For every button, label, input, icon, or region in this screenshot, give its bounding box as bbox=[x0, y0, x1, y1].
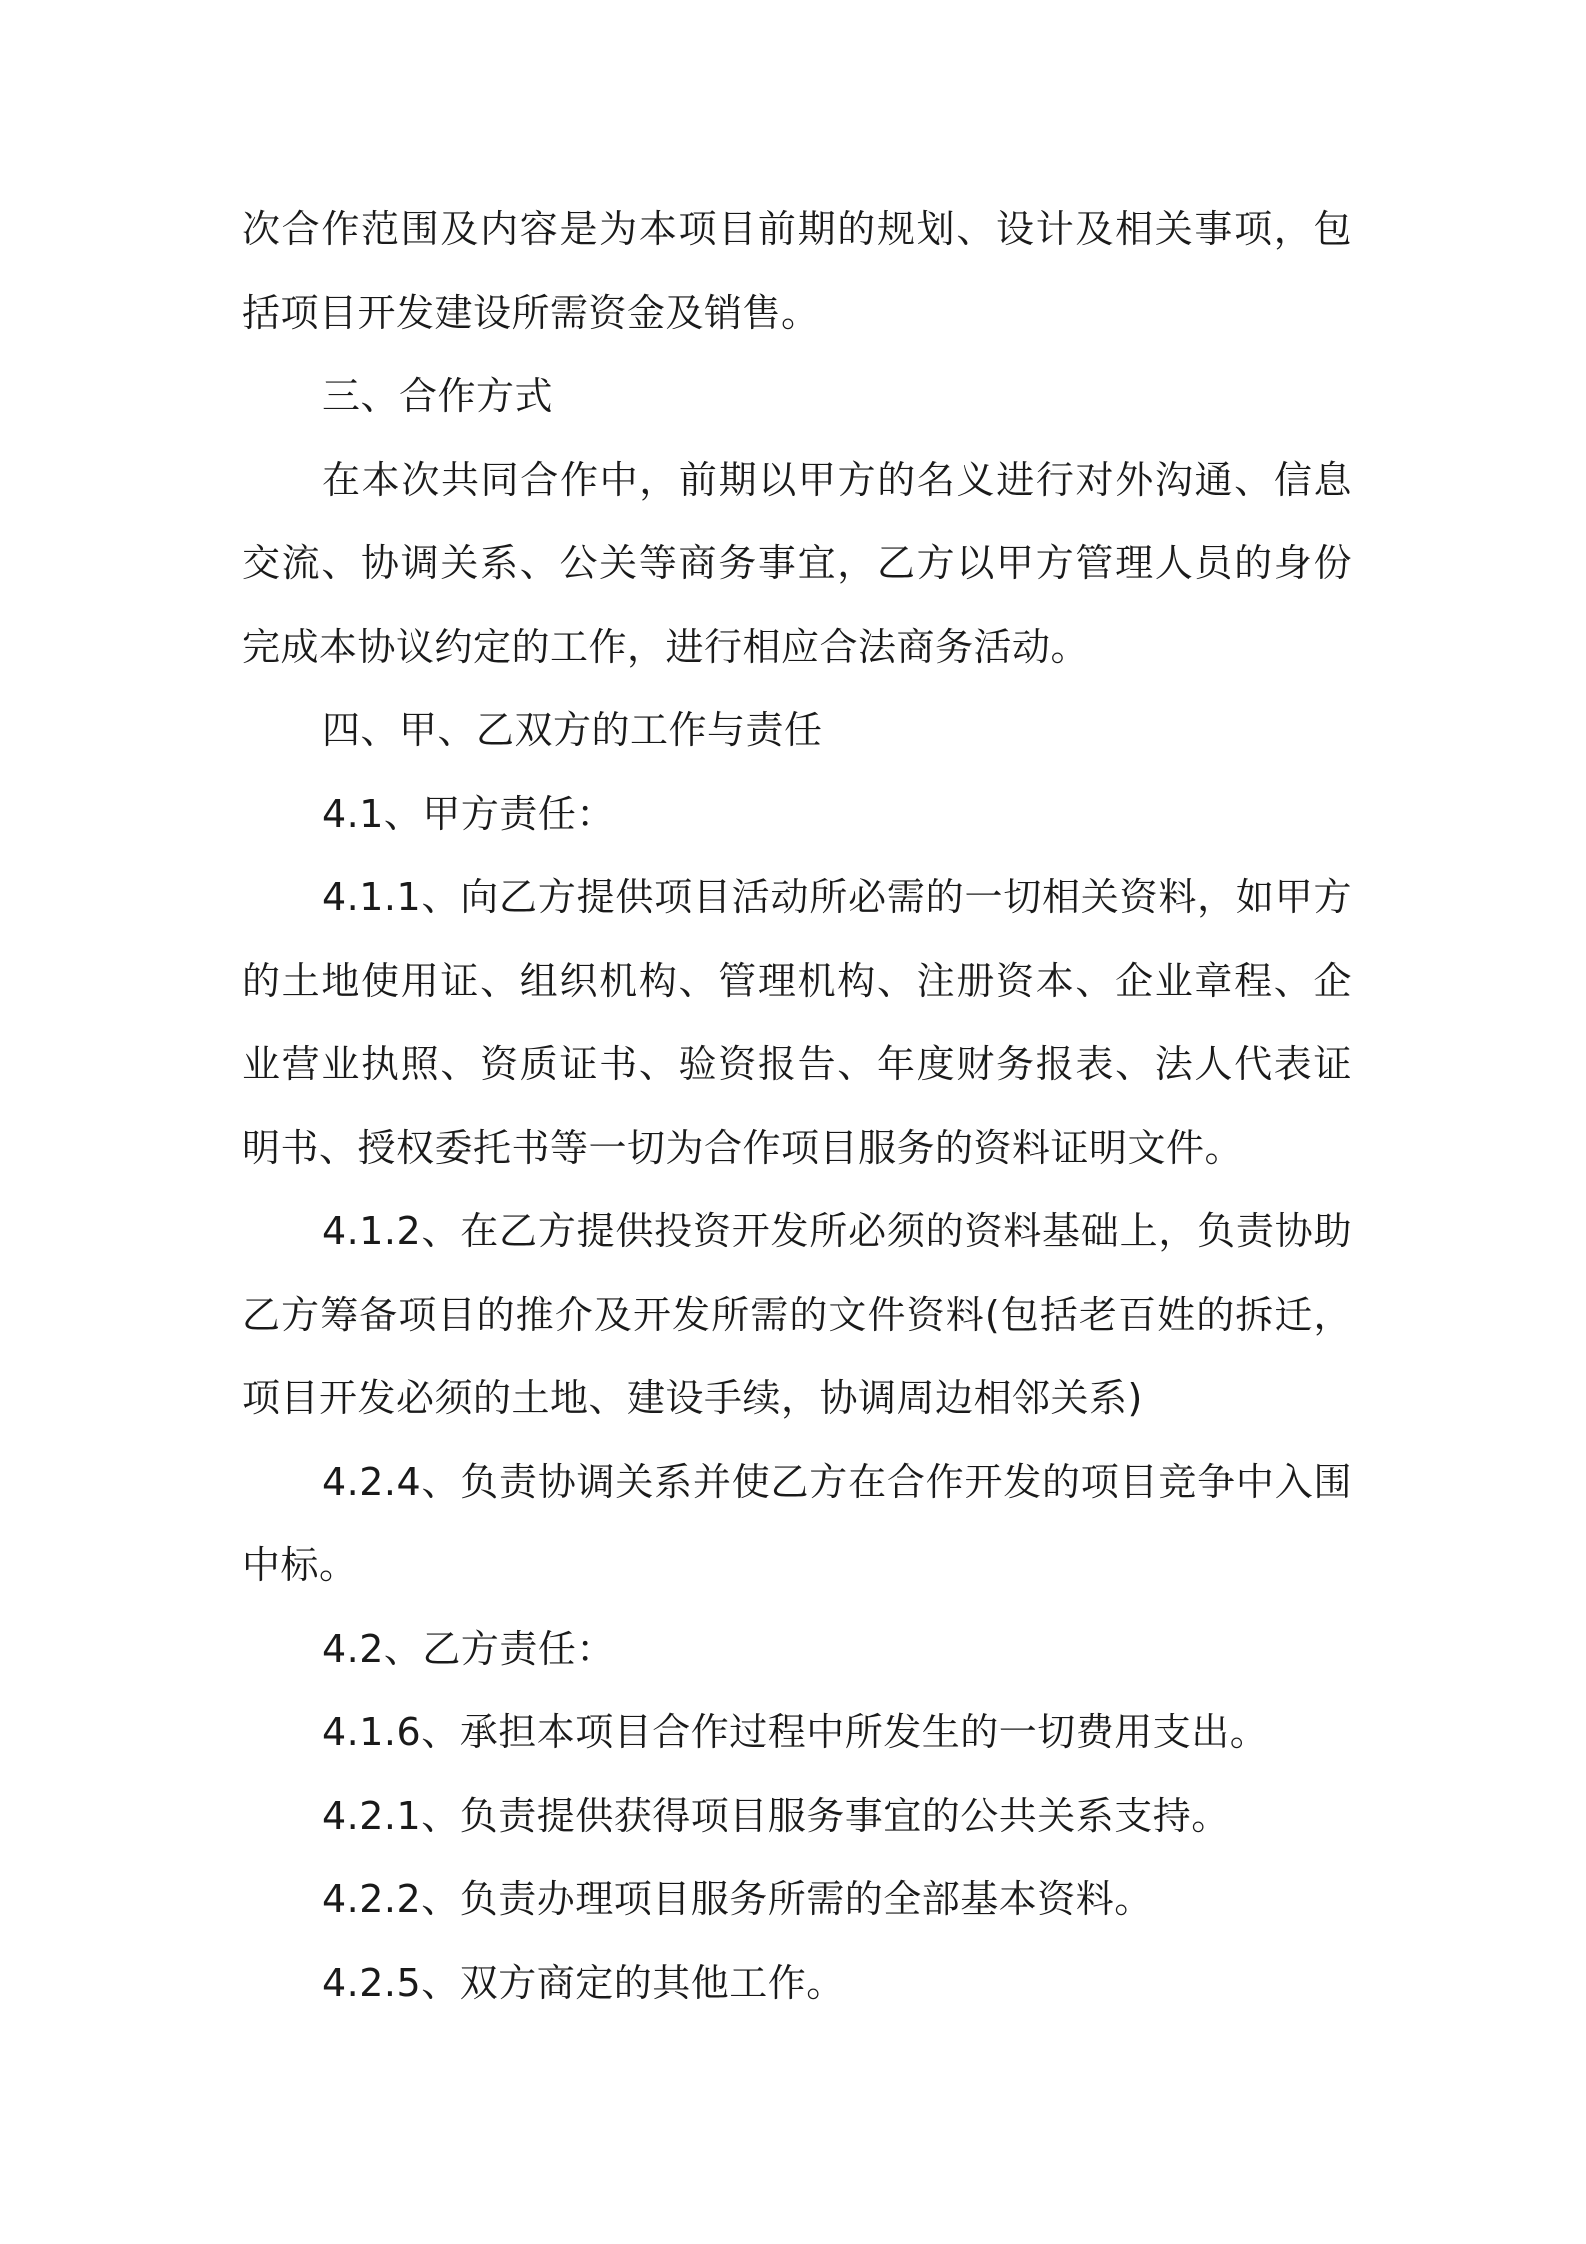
clause-4-2-1: 4.2.1、负责提供获得项目服务事宜的公共关系支持。 bbox=[322, 1793, 1230, 1838]
clause-4-1-2: 4.1.2、在乙方提供投资开发所必须的资料基础上，负责协助乙方筹备项目的推介及开发所需的文件资料(包括老百姓的拆迁，项目开发必须的土地、建设手续，协调周边相邻关系) bbox=[242, 1209, 1352, 1420]
clause-4-2-5: 4.2.5、双方商定的其他工作。 bbox=[322, 1960, 845, 2005]
heading-cooperation-method: 三、合作方式 bbox=[322, 374, 554, 418]
heading-responsibilities: 四、甲、乙双方的工作与责任 bbox=[322, 708, 823, 752]
heading-party-b-responsibility: 4.2、乙方责任： bbox=[322, 1626, 615, 1671]
clause-4-2-2: 4.2.2、负责办理项目服务所需的全部基本资料。 bbox=[322, 1877, 1153, 1921]
document-body bbox=[242, 188, 1352, 2025]
paragraph-cooperation-method: 在本次共同合作中，前期以甲方的名义进行对外沟通、信息交流、协调关系、公关等商务事宜，乙方以甲方管理人员的身份完成本协议约定的工作，进行相应合法商务活动。 bbox=[242, 457, 1352, 669]
clause-4-1-6: 4.1.6、承担本项目合作过程中所发生的一切费用支出。 bbox=[322, 1710, 1269, 1754]
heading-party-a-responsibility: 4.1、甲方责任： bbox=[322, 791, 615, 836]
paragraph-scope-continued: 次合作范围及内容是为本项目前期的规划、设计及相关事项，包括项目开发建设所需资金及销售。 bbox=[242, 207, 1352, 335]
clause-4-2-4: 4.2.4、负责协调关系并使乙方在合作开发的项目竞争中入围中标。 bbox=[242, 1459, 1352, 1587]
clause-4-1-1: 4.1.1、向乙方提供项目活动所必需的一切相关资料，如甲方的土地使用证、组织机构、管理机构、注册资本、企业章程、企业营业执照、资质证书、验资报告、年度财务报表、法人代表证明书、授权委托书等一切为合作项目服务的资料证明文件。 bbox=[242, 875, 1352, 1170]
